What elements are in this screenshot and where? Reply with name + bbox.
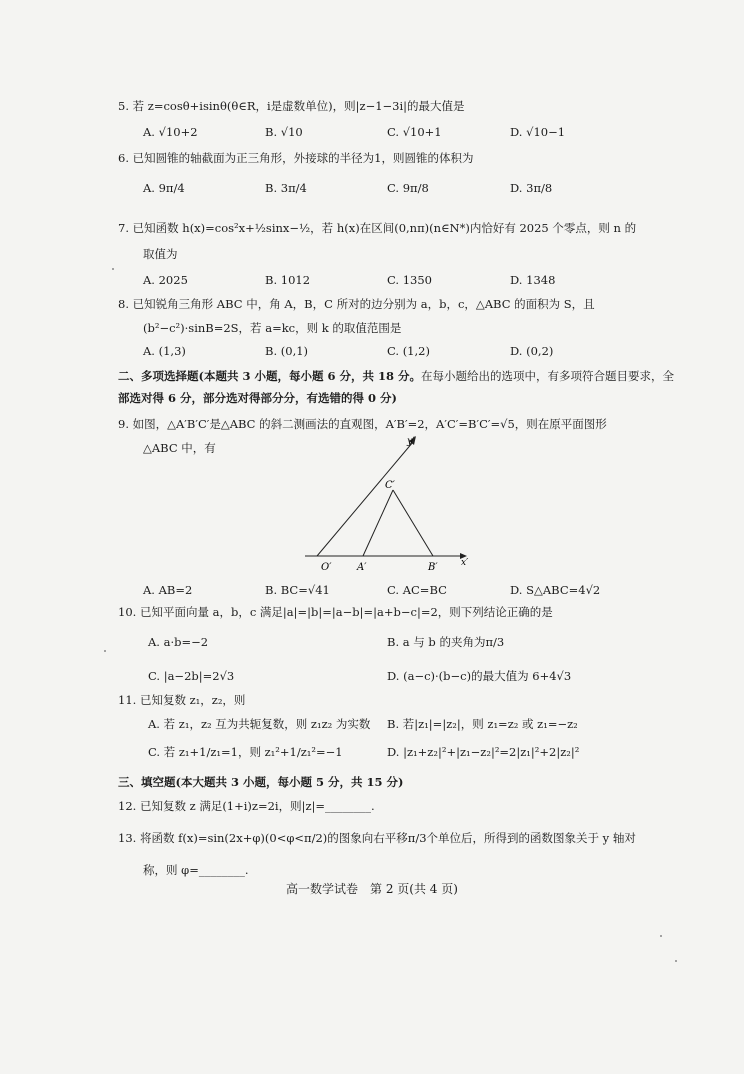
q9-stem: 9. 如图，△A′B′C′是△ABC 的斜二测画法的直观图，A′B′=2，A′C′=B′C′=√5，则在原平面图形 — [118, 417, 607, 431]
q8-stem: 8. 已知锐角三角形 ABC 中，角 A，B，C 所对的边分别为 a，b，c，△ABC 的面积为 S，且 — [118, 297, 595, 311]
label-a-prime: A′ — [357, 562, 367, 573]
q9-option-b: B. BC=√41 — [265, 583, 330, 597]
section2-title: 二、多项选择题(本题共 3 小题，每小题 6 分，共 18 分。 — [118, 369, 421, 383]
q9-option-a: A. AB=2 — [143, 583, 193, 597]
q13-stem-cont: 称，则 φ=________. — [143, 863, 249, 877]
q5-option-b: B. √10 — [265, 125, 303, 139]
q5-option-d: D. √10−1 — [510, 125, 566, 139]
q8-option-a: A. (1,3) — [143, 344, 186, 358]
q8-option-b: B. (0,1) — [265, 344, 309, 358]
q9-option-c: C. AC=BC — [387, 583, 447, 597]
scan-speck — [112, 268, 114, 270]
q5-option-a: A. √10+2 — [143, 125, 198, 139]
q7-option-d: D. 1348 — [510, 273, 556, 287]
label-c-prime: C′ — [385, 480, 395, 491]
q7-stem: 7. 已知函数 h(x)=cos²x+½sinx−½，若 h(x)在区间(0,nπ)(n∈N*)内恰好有 2025 个零点，则 n 的 — [118, 221, 637, 235]
q9-stem-cont: △ABC 中，有 — [143, 441, 216, 455]
side-a-c — [363, 490, 393, 556]
q10-stem: 10. 已知平面向量 a，b，c 满足|a|=|b|=|a−b|=|a+b−c|=2，则下列结论正确的是 — [118, 605, 553, 619]
label-x-axis: x′ — [461, 558, 469, 568]
q13-stem: 13. 将函数 f(x)=sin(2x+φ)(0<φ<π/2)的图象向右平移π/3个单位后，所得到的函数图象关于 y 轴对 — [118, 831, 636, 845]
page-footer: 高一数学试卷 第 2 页(共 4 页) — [286, 882, 458, 896]
q5-stem: 5. 若 z=cosθ+isinθ(θ∈R，i是虚数单位)，则|z−1−3i|的最大值是 — [118, 99, 465, 113]
scan-speck — [660, 935, 662, 937]
q7-option-c: C. 1350 — [387, 273, 432, 287]
label-o-prime: O′ — [321, 562, 332, 573]
q7-option-b: B. 1012 — [265, 273, 311, 287]
label-b-prime: B′ — [428, 562, 438, 573]
q7-stem-cont: 取值为 — [143, 247, 178, 261]
q8-option-c: C. (1,2) — [387, 344, 430, 358]
q6-option-d: D. 3π/8 — [510, 181, 553, 195]
scan-speck — [675, 960, 677, 962]
q11-option-b: B. 若|z₁|=|z₂|，则 z₁=z₂ 或 z₁=−z₂ — [387, 717, 578, 731]
scan-speck — [104, 650, 106, 652]
section3-title: 三、填空题(本大题共 3 小题，每小题 5 分，共 15 分) — [118, 775, 404, 789]
q10-option-c: C. |a−2b|=2√3 — [148, 669, 235, 683]
label-y-axis: y′ — [407, 436, 415, 447]
q6-option-b: B. 3π/4 — [265, 181, 307, 195]
q6-option-c: C. 9π/8 — [387, 181, 429, 195]
q9-option-d: D. S△ABC=4√2 — [510, 583, 601, 597]
q10-option-a: A. a·b=−2 — [148, 635, 209, 649]
q6-stem: 6. 已知圆锥的轴截面为正三角形，外接球的半径为1，则圆锥的体积为 — [118, 151, 474, 165]
q11-option-d: D. |z₁+z₂|²+|z₁−z₂|²=2|z₁|²+2|z₂|² — [387, 745, 580, 759]
section2-header — [118, 368, 674, 384]
section2-instructions: 在每小题给出的选项中，有多项符合题目要求，全 — [420, 369, 674, 383]
q11-option-c: C. 若 z₁+1/z₁=1，则 z₁²+1/z₁²=−1 — [148, 745, 343, 759]
side-c-b — [393, 490, 433, 556]
q11-option-a: A. 若 z₁，z₂ 互为共轭复数，则 z₁z₂ 为实数 — [148, 717, 371, 731]
q5-option-c: C. √10+1 — [387, 125, 442, 139]
section2-instructions-cont: 部选对得 6 分，部分选对得部分分，有选错的得 0 分) — [118, 391, 397, 405]
q6-option-a: A. 9π/4 — [143, 181, 185, 195]
q10-option-b: B. a 与 b 的夹角为π/3 — [387, 635, 505, 649]
q8-option-d: D. (0,2) — [510, 344, 554, 358]
q7-option-a: A. 2025 — [143, 273, 188, 287]
q10-option-d: D. (a−c)·(b−c)的最大值为 6+4√3 — [387, 669, 572, 683]
oblique-projection-diagram — [295, 432, 475, 574]
q11-stem: 11. 已知复数 z₁，z₂，则 — [118, 693, 246, 707]
q12-stem: 12. 已知复数 z 满足(1+i)z=2i，则|z|=________. — [118, 799, 375, 813]
q8-stem-cont: (b²−c²)·sinB=2S，若 a=kc，则 k 的取值范围是 — [143, 321, 402, 335]
